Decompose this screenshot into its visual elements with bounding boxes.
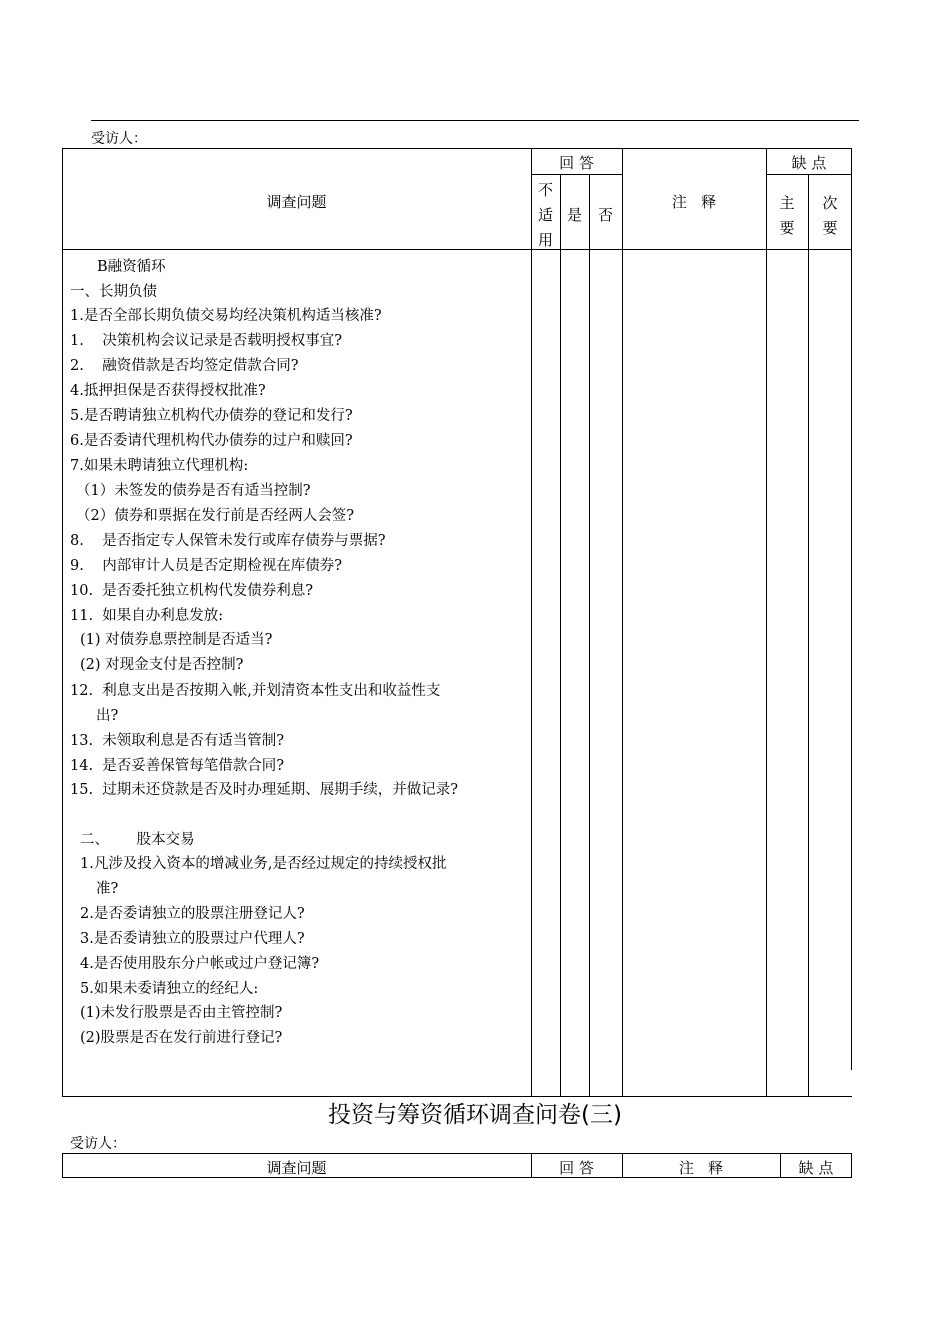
no-column-header: 否 — [597, 206, 613, 224]
yes-column-header: 是 — [566, 206, 582, 224]
question-item: 6.是否委请代理机构代办债券的过户和赎回? — [70, 433, 353, 449]
question-item: 7.如果未聘请独立代理机构: — [70, 458, 249, 474]
question-item: 1.凡涉及投入资本的增减业务,是否经过规定的持续授权批 — [80, 856, 447, 872]
question-item-continuation: 准? — [96, 881, 119, 897]
page-title: 投资与筹资循环调查问卷(三) — [328, 1102, 622, 1128]
question-item: 12. 利息支出是否按期入帐,并划清资本性支出和收益性支 — [70, 683, 441, 699]
defect-column-header-2: 缺 点 — [798, 1159, 834, 1177]
question-item: 4.抵押担保是否获得授权批准? — [70, 383, 266, 399]
notes-column-header-2: 注 释 — [678, 1159, 724, 1177]
top-rule — [91, 120, 859, 121]
interviewee-label: 受访人： — [91, 131, 147, 147]
question-item: 14. 是否妥善保管每笔借款合同? — [70, 758, 285, 774]
question-item-continuation: 出? — [96, 708, 119, 724]
question-item: 11. 如果自办利息发放: — [70, 608, 224, 624]
question-column-header-2: 调查问题 — [266, 1159, 327, 1177]
answer-column-header-2: 回 答 — [559, 1159, 594, 1177]
question-item: （2）债券和票据在发行前是否经两人会签? — [76, 508, 354, 524]
question-item: 5.是否聘请独立机构代办债券的登记和发行? — [70, 408, 353, 424]
question-item: (1)未发行股票是否由主管控制? — [80, 1005, 283, 1021]
question-item: 2.是否委请独立的股票注册登记人? — [80, 906, 305, 922]
question-item: 4.是否使用股东分户帐或过户登记簿? — [80, 956, 320, 972]
question-item: 1. 决策机构会议记录是否载明授权事宜? — [70, 333, 343, 349]
question-column-header: 调查问题 — [266, 193, 327, 211]
question-item: 10. 是否委托独立机构代发债券利息? — [70, 583, 314, 599]
question-item: (1) 对债券息票控制是否适当? — [80, 632, 273, 648]
notes-column-header: 注 释 — [671, 193, 717, 211]
question-item: (2) 对现金支付是否控制? — [80, 657, 244, 673]
question-item: 2. 融资借款是否均签定借款合同? — [70, 358, 299, 374]
section-heading: B融资循环 — [97, 259, 166, 275]
subsection-heading: 二、 股本交易 — [80, 832, 195, 848]
question-item: （1）未签发的债券是否有适当控制? — [76, 483, 311, 499]
question-item: (2)股票是否在发行前进行登记? — [80, 1030, 283, 1046]
question-item: 8. 是否指定专人保管未发行或库存债券与票据? — [70, 533, 386, 549]
question-item: 9. 内部审计人员是否定期检视在库债券? — [70, 558, 343, 574]
question-item: 3.是否委请独立的股票过户代理人? — [80, 931, 305, 947]
defect-group-header: 缺 点 — [791, 154, 827, 172]
answer-group-header: 回 答 — [559, 154, 594, 172]
question-item: 15. 过期未还贷款是否及时办理延期、展期手续，并做记录? — [70, 782, 459, 798]
subsection-heading: 一、长期负债 — [70, 284, 157, 300]
question-item: 1.是否全部长期负债交易均经决策机构适当核准? — [70, 308, 382, 324]
question-item: 5.如果未委请独立的经纪人: — [80, 981, 259, 997]
interviewee-label-2: 受访人： — [70, 1136, 126, 1152]
question-item: 13. 未领取利息是否有适当管制? — [70, 733, 285, 749]
